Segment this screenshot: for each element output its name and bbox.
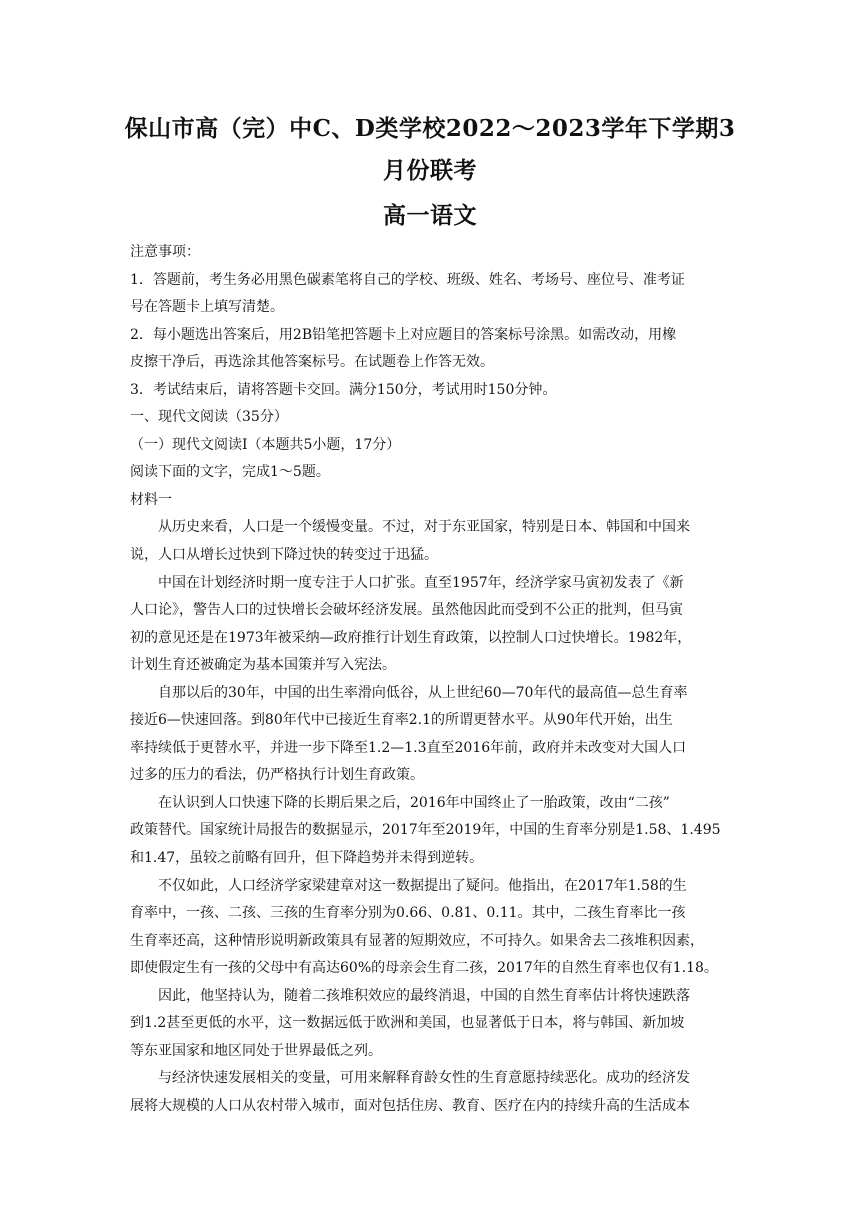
notice-item-2-cont: 皮擦干净后，再选涂其他答案标号。在试题卷上作答无效。: [130, 354, 494, 371]
section-heading: 一、现代文阅读（35分）: [130, 409, 288, 426]
paragraph-line: 自那以后的30年，中国的出生率滑向低谷，从上世纪60—70年代的最高值—总生育率: [158, 684, 688, 701]
notice-item-1: 1．答题前，考生务必用黑色碳素笔将自己的学校、班级、姓名、考场号、座位号、准考证: [130, 271, 685, 288]
paragraph-line: 展将大规模的人口从农村带入城市，面对包括住房、教育、医疗在内的持续升高的生活成本: [130, 1097, 690, 1114]
paragraph-line: 育率中，一孩、二孩、三孩的生育率分别为0.66、0.81、0.11。其中，二孩生育率比一孩: [130, 905, 686, 922]
paragraph-line: 计划生育还被确定为基本国策并写入宪法。: [130, 657, 396, 674]
notice-heading: 注意事项：: [130, 244, 200, 260]
paragraph-line: 中国在计划经济时期一度专注于人口扩张。直至1957年，经济学家马寅初发表了《新: [158, 574, 684, 591]
notice-item-2: 2．每小题选出答案后，用2B铅笔把答题卡上对应题目的答案标号涂黑。如需改动，用橡: [130, 326, 677, 343]
notice-item-3: 3．考试结束后，请将答题卡交回。满分150分，考试用时150分钟。: [130, 381, 557, 398]
subsection-heading: （一）现代文阅读Ⅰ（本题共5小题，17分）: [130, 436, 401, 453]
paragraph-line: 因此，他坚持认为，随着二孩堆积效应的最终消退，中国的自然生育率估计将快速跌落: [158, 987, 690, 1004]
paragraph-line: 接近6—快速回落。到80年代中已接近生育率2.1的所谓更替水平。从90年代开始，出生: [130, 712, 673, 729]
material-label: 材料一: [130, 491, 172, 508]
notice-item-1-cont: 号在答题卡上填写清楚。: [130, 299, 284, 316]
paragraph-line: 等东亚国家和地区同处于世界最低之列。: [130, 1042, 382, 1059]
paragraph-line: 即使假定生有一孩的父母中有高达60%的母亲会生育二孩，2017年的自然生育率也仅有1.18。: [130, 960, 718, 977]
document-subject-title: 高一语文: [383, 202, 477, 229]
reading-instruction: 阅读下面的文字，完成1～5题。: [130, 464, 330, 481]
document-body: [130, 239, 742, 1121]
paragraph-line: 说，人口从增长过快到下降过快的转变过于迅猛。: [130, 547, 438, 564]
paragraph-line: 和1.47，虽较之前略有回升，但下降趋势并未得到逆转。: [130, 850, 484, 867]
document-title-line-1: 保山市高（完）中C、D类学校2022～2023学年下学期3: [124, 115, 736, 142]
paragraph-line: 政策替代。国家统计局报告的数据显示，2017年至2019年，中国的生育率分别是1.58、1.495: [130, 822, 721, 839]
paragraph-line: 从历史来看，人口是一个缓慢变量。不过，对于东亚国家，特别是日本、韩国和中国来: [158, 519, 690, 536]
paragraph-line: 初的意见还是在1973年被采纳—政府推行计划生育政策，以控制人口过快增长。1982年，: [130, 629, 692, 646]
paragraph-line: 到1.2甚至更低的水平，这一数据远低于欧洲和美国，也显著低于日本，将与韩国、新加坡: [130, 1015, 685, 1032]
paragraph-line: 过多的压力的看法，仍严格执行计划生育政策。: [130, 767, 424, 784]
paragraph-line: 不仅如此，人口经济学家梁建章对这一数据提出了疑问。他指出，在2017年1.58的生: [158, 877, 687, 894]
paragraph-line: 与经济快速发展相关的变量，可用来解释育龄女性的生育意愿持续恶化。成功的经济发: [158, 1070, 690, 1087]
paragraph-line: 生育率还高，这种情形说明新政策具有显著的短期效应，不可持久。如果舍去二孩堆积因素，: [130, 932, 704, 949]
document-title-line-2: 月份联考: [383, 157, 477, 184]
paragraph-line: 人口论》，警告人口的过快增长会破坏经济发展。虽然他因此而受到不公正的批判，但马寅: [130, 602, 683, 619]
paragraph-line: 在认识到人口快速下降的长期后果之后，2016年中国终止了一胎政策，改由“二孩”: [158, 794, 670, 811]
paragraph-line: 率持续低于更替水平，并进一步下降至1.2—1.3直至2016年前，政府并未改变对大国人口: [130, 739, 687, 756]
